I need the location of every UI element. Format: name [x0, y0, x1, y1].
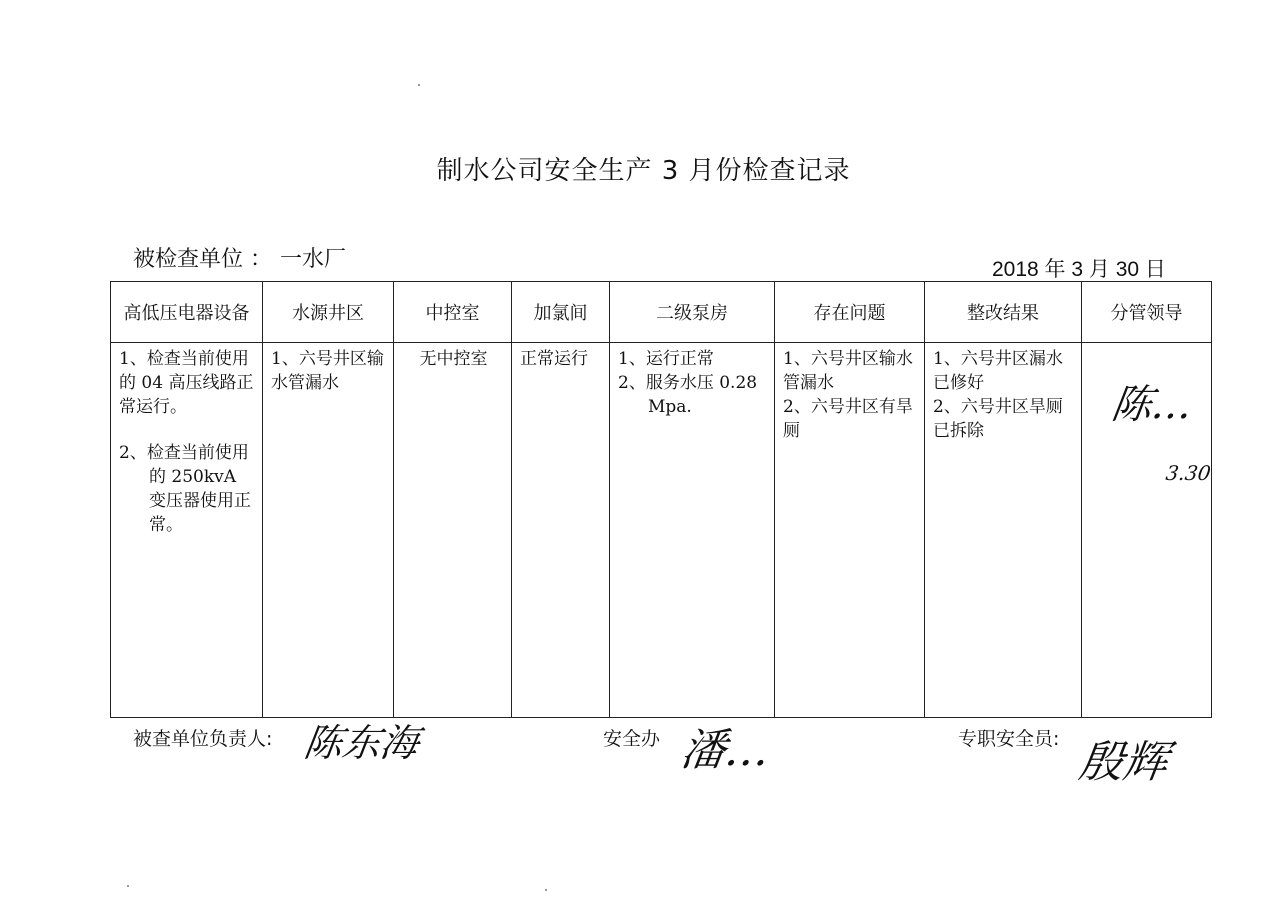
problem-item-2: 2、六号井区有旱厕: [783, 397, 913, 441]
safety-officer-sign-block: [958, 724, 1059, 751]
pump-house-item-2: 2、服务水压 0.28 Mpa.: [618, 373, 758, 417]
safety-office-sign-block: [603, 724, 660, 751]
inspection-date: 2018 年 3 月 30 日: [992, 258, 1166, 281]
well-area-item-1: 1、六号井区输水管漏水: [271, 349, 384, 393]
unit-head-signature: 陈东海: [301, 721, 422, 765]
inspection-table: [110, 281, 1212, 718]
header-pump-house: 二级泵房: [610, 282, 775, 343]
cell-pump-house: [610, 343, 775, 718]
cell-rectification: [925, 343, 1082, 718]
document-title: 制水公司安全生产 3 月份检查记录: [436, 156, 851, 186]
scan-speck: [127, 885, 129, 887]
header-control-room: 中控室: [394, 282, 512, 343]
header-well-area: 水源井区: [263, 282, 394, 343]
unit-head-sign-block: [133, 724, 272, 751]
unit-head-label: 被查单位负责人:: [133, 728, 273, 750]
cell-chlorine-room: 正常运行: [512, 343, 610, 718]
equipment-item-1: 1、检查当前使用的 04 高压线路正常运行。: [119, 349, 254, 417]
inspected-unit-label: 被检查单位 ：: [133, 247, 272, 272]
inspected-unit: [133, 242, 346, 273]
table-row: [111, 343, 1212, 718]
header-chlorine-room: 加氯间: [512, 282, 610, 343]
safety-office-signature: 潘…: [677, 725, 773, 776]
cell-equipment: [111, 343, 263, 718]
header-problems: 存在问题: [775, 282, 925, 343]
safety-officer-signature: 殷辉: [1075, 737, 1171, 788]
cell-leader: [1082, 343, 1212, 718]
cell-well-area: [263, 343, 394, 718]
cell-control-room: 无中控室: [394, 343, 512, 718]
rectification-item-2: 2、六号井区旱厕已拆除: [933, 397, 1063, 441]
leader-signature: 陈…: [1108, 382, 1196, 428]
header-equipment: 高低压电器设备: [111, 282, 263, 343]
pump-house-item-1: 1、运行正常: [618, 349, 714, 369]
scan-speck: [418, 84, 420, 86]
equipment-item-2: 2、检查当前使用的 250kvA 变压器使用正常。: [119, 443, 251, 535]
leader-sign-date: 3.30: [1164, 461, 1213, 485]
problem-item-1: 1、六号井区输水管漏水: [783, 349, 913, 393]
inspected-unit-value: 一水厂: [280, 247, 347, 272]
scan-speck: [545, 889, 547, 891]
cell-problems: [775, 343, 925, 718]
safety-office-label: 安全办: [603, 728, 661, 750]
header-rectification: 整改结果: [925, 282, 1082, 343]
table-header-row: [111, 282, 1212, 343]
rectification-item-1: 1、六号井区漏水已修好: [933, 349, 1063, 393]
header-leader: 分管领导: [1082, 282, 1212, 343]
safety-officer-label: 专职安全员:: [958, 728, 1060, 750]
